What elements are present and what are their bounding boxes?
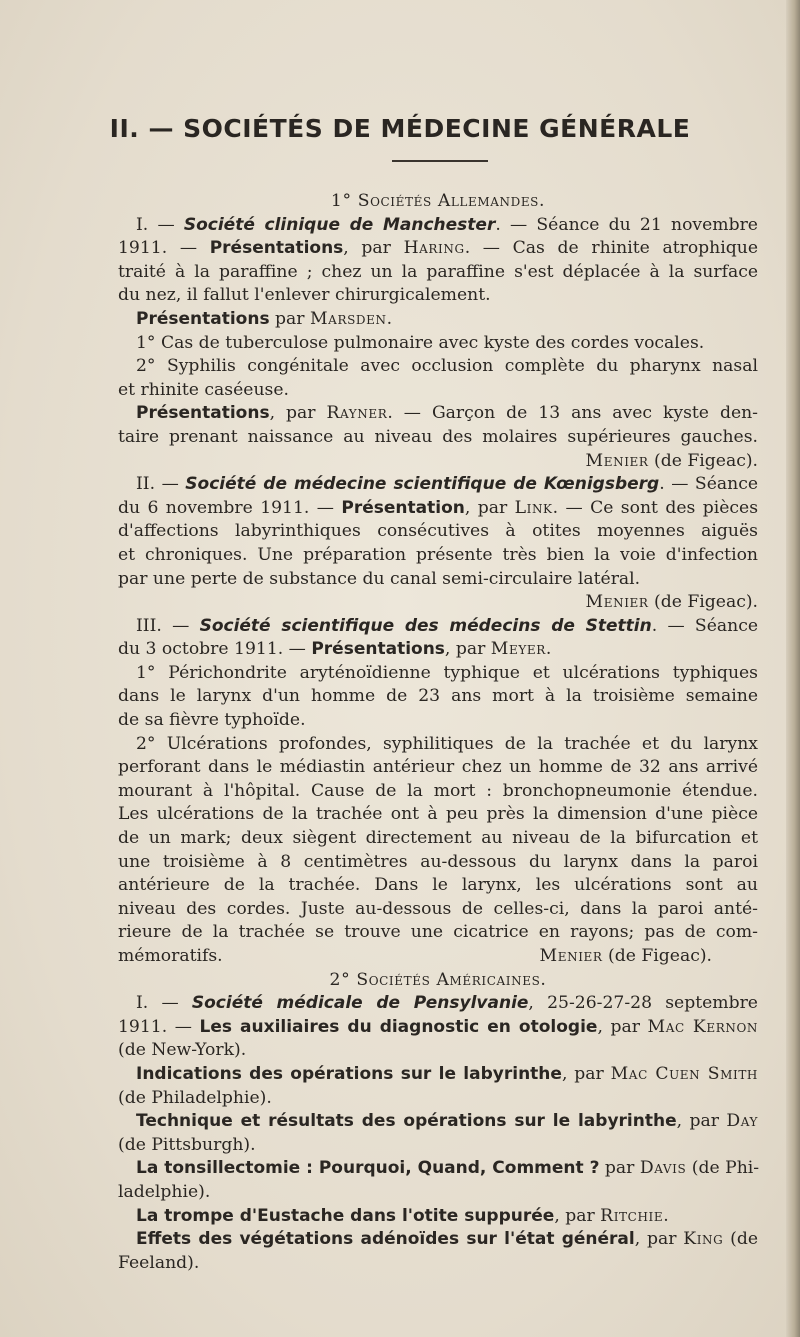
society-name-pensylvanie: Société médicale de Pensylvanie (191, 993, 529, 1014)
text-line: de un mark; deux siègent directement au niveau de la bifurcation et (118, 828, 758, 849)
author-name: Mac Kernon (647, 1016, 758, 1037)
author-name: Link (514, 497, 553, 518)
society-koenigsberg-line-2: du 6 novembre 1911. — Présentation, par Link. — Ce sont des pièces (118, 497, 759, 518)
text-line: de sa fièvre typhoïde. (118, 710, 306, 731)
page-edge (786, 0, 800, 1337)
presentation-heading: Présentations par Marsden. (136, 308, 393, 329)
text-line: (de Pittsburgh). (118, 1134, 256, 1155)
section-heading-americaines: 2° Sociétés Américaines. (329, 969, 547, 990)
page-title: II. — SOCIÉTÉS DE MÉDECINE GÉNÉRALE (109, 114, 691, 143)
text-line: rieure de la trachée se trouve une cicatrice en rayons; pas de com- (118, 922, 758, 943)
text-line: niveau des cordes. Juste au-dessous de celles-ci, dans la paroi anté- (118, 898, 758, 919)
text-line: 1° Périchondrite aryténoïdienne typhique et ulcérations typhiques (136, 662, 758, 683)
text-line: 2° Syphilis congénitale avec occlusion complète du pharynx nasal (136, 356, 758, 377)
text-line: taire prenant naissance au niveau des molaires supérieures gauches. (118, 426, 758, 447)
text-line: une troisième à 8 centimètres au-dessous du larynx dans la paroi (118, 851, 758, 872)
signature: Menier (de Figeac). (585, 450, 758, 471)
text-line: Feeland). (118, 1252, 200, 1273)
signature: Menier (de Figeac). (539, 946, 712, 966)
author-name: Day (726, 1111, 758, 1132)
text-line: (de Philadelphie). (118, 1087, 272, 1108)
text-line-with-signature: mémoratifs. Menier (de Figeac). (118, 945, 758, 969)
author-name: Davis (639, 1158, 687, 1179)
talk-line: Effets des végétations adénoïdes sur l'état général, par King (de (136, 1229, 758, 1250)
text-line: et rhinite caséeuse. (118, 379, 289, 400)
text-line: ladelphie). (118, 1181, 211, 1202)
text-line: Les ulcérations de la trachée ont à peu près la dimension d'une pièce (118, 804, 758, 825)
society-name-stettin: Société scientifique des médecins de Stettin (199, 615, 652, 636)
society-stettin-line-2: du 3 octobre 1911. — Présentations, par Meyer. (118, 639, 552, 660)
talk-line: Indications des opérations sur le labyrinthe, par Mac Cuen Smith (136, 1063, 758, 1084)
text-line: d'affections labyrinthiques consécutives à otites moyennes aiguës (118, 521, 758, 542)
society-pensylvanie-line-1: I. — Société médicale de Pensylvanie, 25-26-27-28 septembre (136, 993, 758, 1014)
author-name: Rayner (326, 403, 388, 424)
text-line: 1° Cas de tuberculose pulmonaire avec kyste des cordes vocales. (136, 332, 705, 353)
text-line: mourant à l'hôpital. Cause de la mort : bronchopneumonie étendue. (118, 780, 758, 801)
author-name: Ritchie (600, 1205, 664, 1226)
text-line: perforant dans le médiastin antérieur chez un homme de 32 ans arrivé (118, 757, 758, 778)
talk-line: 1911. — Les auxiliaires du diagnostic en otologie, par Mac Kernon (118, 1016, 758, 1037)
section-heading-allemandes: 1° Sociétés Allemandes. (330, 191, 546, 211)
society-manchester-line-1: I. — Société clinique de Manchester. — Séance du 21 novembre (136, 214, 758, 235)
article-body (118, 190, 758, 1275)
talk-line: La trompe d'Eustache dans l'otite suppurée, par Ritchie. (136, 1205, 669, 1226)
author-name: Meyer (490, 639, 546, 660)
text-line: dans le larynx d'un homme de 23 ans mort à la troisième semaine (118, 686, 758, 707)
author-name: Mac Cuen Smith (610, 1063, 758, 1084)
text-line: et chroniques. Une préparation présente très bien la voie d'infection (118, 544, 758, 565)
society-stettin-line-1: III. — Société scientifique des médecins de Stettin. — Séance (136, 615, 758, 636)
society-koenigsberg-line-1: II. — Société de médecine scientifique de Kœnigsberg. — Séance (136, 474, 758, 495)
society-name-koenigsberg: Société de médecine scientifique de Kœnigsberg (185, 474, 660, 495)
talk-line: Technique et résultats des opérations sur le labyrinthe, par Day (136, 1111, 758, 1132)
text-line: 2° Ulcérations profondes, syphilitiques de la trachée et du larynx (136, 733, 758, 754)
text-line: par une perte de substance du canal semi-circulaire latéral. (118, 568, 641, 589)
talk-line: La tonsillectomie : Pourquoi, Quand, Comment ? par Davis (de Phi- (136, 1158, 760, 1179)
presentation-heading: Présentations, par Rayner. — Garçon de 13 ans avec kyste den- (136, 403, 758, 424)
text-line: traité à la paraffine ; chez un la paraffine s'est déplacée à la surface (118, 261, 758, 282)
author-name: Marsden (309, 308, 387, 329)
signature: Menier (de Figeac). (585, 592, 758, 613)
text-line: (de New-York). (118, 1040, 247, 1061)
society-name-manchester: Société clinique de Manchester (183, 214, 496, 235)
title-rule (392, 160, 488, 162)
society-manchester-line-2: 1911. — Présentations, par Haring. — Cas de rhinite atrophique (118, 238, 758, 259)
text-line: antérieure de la trachée. Dans le larynx, les ulcérations sont au (118, 875, 758, 896)
author-name: King (683, 1229, 724, 1250)
author-name: Haring (403, 238, 465, 259)
text-line: du nez, il fallut l'enlever chirurgicalement. (118, 285, 491, 306)
